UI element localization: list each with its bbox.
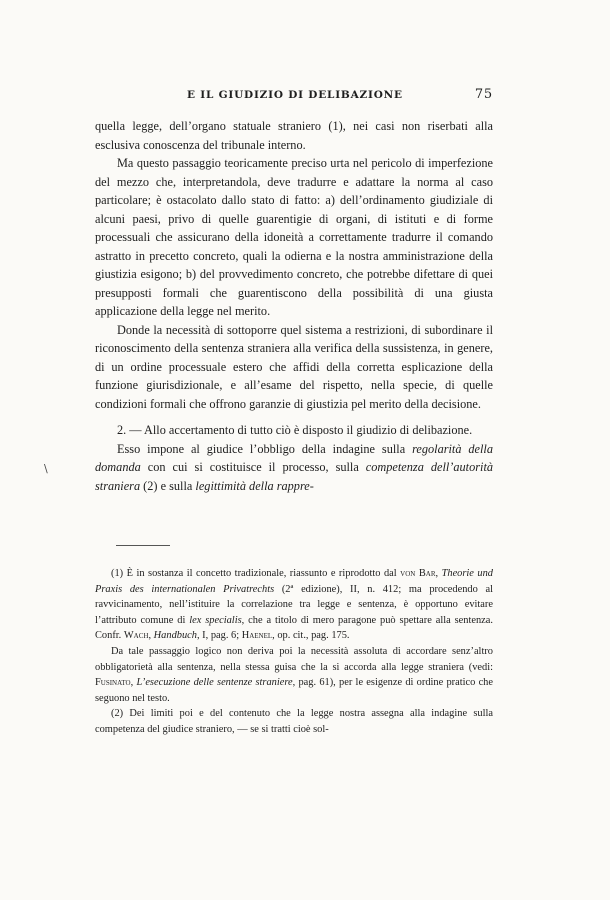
italic-run: lex specialis [189,614,242,626]
italic-run: legittimità della rappre- [195,478,314,493]
paragraph: quella legge, dell’organo statuale straniero (1), nei casi non riserbati alla esclusiva conoscenza del tribunale interno. [95,119,493,152]
italic-run: L’esecuzione delle sentenze straniere [136,677,293,689]
text-run: (1) È in sostanza il concetto tradizionale, riassunto e riprodotto dal [111,568,401,579]
text-run: Esso impone al giudice l’obbligo della indagine sulla [117,441,413,456]
running-title: E IL GIUDIZIO DI DELIBAZIONE [187,89,403,101]
paragraph: Ma questo passaggio teoricamente preciso urta nel pericolo di imperfezione del mezzo che, interpretandola, deve tradurre e adattare la norma al caso particolare; è ostacolato dallo stato di fatto: a) dell’ordinamento giudiziale di alcuni paesi, privo di quelle guarentigie di organi, di istituti e di forme processuali che assicurano della idoneità a correttamente tradurre il comando astratto in precetto concreto, quali la odierna e la nostra amministrazione della giustizia esigono; b) del provvedimento concreto, che potrebbe difettare di quei presupposti formali che guarentiscono della possibilità di una giusta applicazione della legge nel merito. [95,156,493,318]
footnote [95,566,493,644]
text-run: con cui si costituisce il processo, sulla [140,460,366,474]
italic-run: Handbuch [153,630,197,642]
section-paragraph: 2. — Allo accertamento di tutto ciò è disposto il giudizio di delibazione. [117,423,473,437]
author-name: Fusinato [95,677,131,689]
text-run: , pag. 61), per le esigenze di ordine pratico che seguono nel testo. [95,677,493,704]
footnote [95,644,493,706]
text-run: , che a titolo di mero paragone può spettare alla sentenza. Confr. [95,614,494,642]
margin-mark: \ [44,462,48,475]
author-name: Wach [123,630,149,642]
page-number: 75 [474,87,493,102]
footnote: (2) Dei limiti poi e del contenuto che la legge nostra assegna alla indagine sulla competenza del giudice straniero, — se si tratti cioè sol- [95,708,493,735]
text-run: , [148,630,154,642]
author-name: Haenel [241,630,273,642]
paragraph [95,440,493,496]
italic-run: competenza dell’autorità straniera [95,460,494,493]
running-header [95,89,493,105]
text-run: (2ª edizione), II, n. 412; ma procedendo al ravvicinamento, nell’istituire la correlazione tra legge e sentenza, è opportuno evitare l’attributo comune di [95,583,493,626]
text-run: , [130,677,137,689]
footnote-rule [116,545,170,546]
paragraph: Donde la necessità di sottoporre quel sistema a restrizioni, di subordinare il riconoscimento della sentenza straniera alla verifica della sussistenza, in genere, di un ordine processuale estero che affidi della corretta esplicazione della funzione giurisdizionale, e all’esame del rispetto, nella specie, di quelle condizioni formali che offrono garanzie di giustizia pel merito della decisione. [95,322,493,411]
text-run: Da tale passaggio logico non deriva poi la necessità assoluta di accordare senz’altro obbligatorietà alla sentenza, nella stessa guisa che la si accorda alla legge straniera (vedi: [95,645,493,673]
text-run: , I, pag. 6; [196,630,242,642]
italic-run: Theorie und Praxis des internationalen Privatrechts [95,568,493,595]
author-name: von Bar [400,568,436,579]
text-run: , op. cit., pag. 175. [272,630,350,642]
footnotes [95,566,493,738]
text-run: , [435,568,442,579]
text-run: (2) e sulla [140,478,196,493]
italic-run: regolarità della domanda [95,441,493,474]
main-text [95,117,493,495]
